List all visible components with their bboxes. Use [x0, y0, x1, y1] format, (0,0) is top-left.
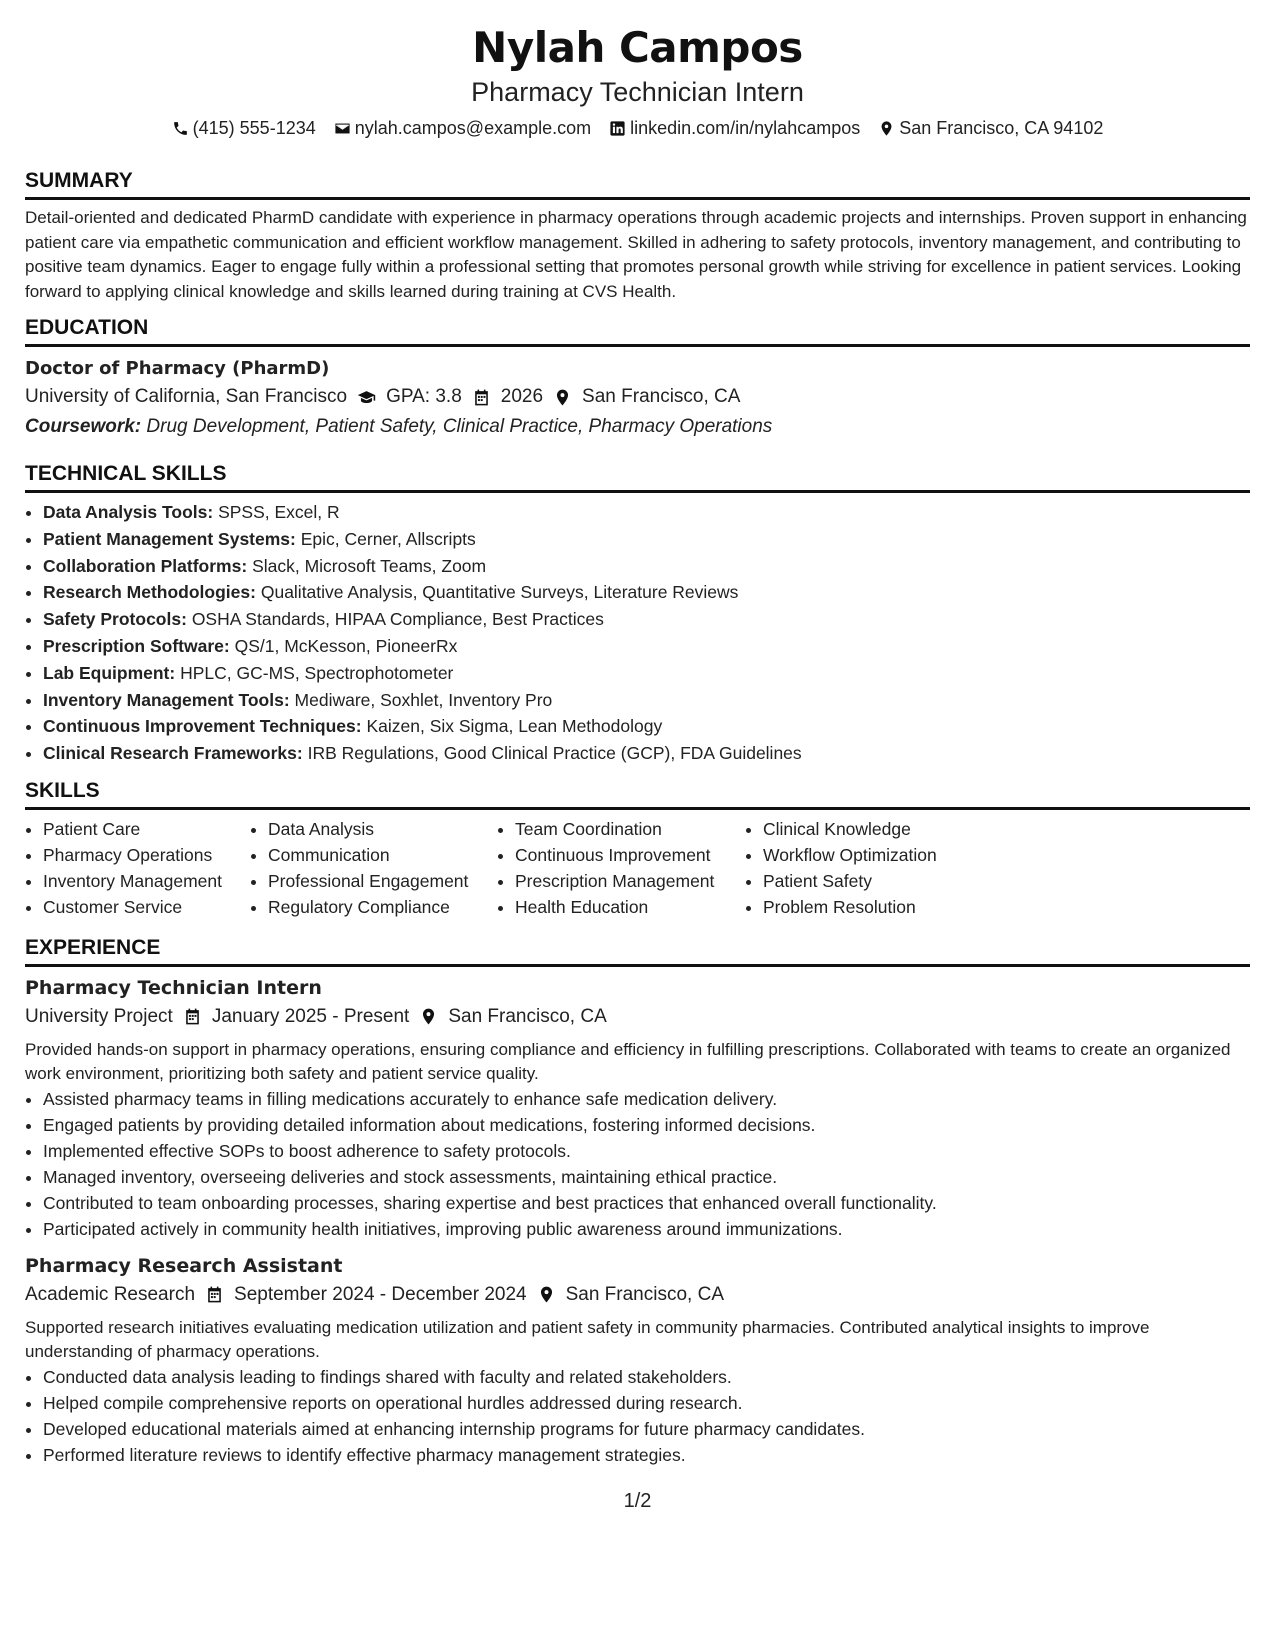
skill-value: Epic, Cerner, Allscripts: [300, 528, 476, 549]
skill-label: Safety Protocols:: [43, 609, 187, 630]
education-coursework: [25, 412, 1250, 442]
list-item: • Prescription Management: [515, 868, 745, 894]
list-item: • Managed inventory, overseeing deliveries and stock assessments, maintaining ethical practice.: [43, 1164, 1250, 1190]
job-dates: January 2025 - Present: [211, 1005, 410, 1027]
list-item: • Helped compile comprehensive reports on operational hurdles addressed during research.: [43, 1390, 1250, 1416]
skill-value: Mediware, Soxhlet, Inventory Pro: [294, 689, 553, 710]
list-item: • Customer Service: [43, 894, 250, 920]
skills-column-2: [250, 816, 497, 920]
summary-heading: SUMMARY: [25, 168, 1250, 200]
list-item: • Problem Resolution: [763, 894, 993, 920]
page-number: 1/2: [623, 1490, 652, 1512]
job-org: Academic Research: [25, 1283, 196, 1305]
summary-text: Detail-oriented and dedicated PharmD candidate with experience in pharmacy operations through academic projects and internships. Proven support in enhancing patient care via empathetic communication and efficient workflow management. Skilled in adhering to safety protocols, inventory management, and contributing to positive team dynamics. Eager to engage fully within a professional setting that promotes personal growth while striving for excellence in patient services. Looking forward to applying clinical knowledge and skills learned during training at CVS Health.: [25, 208, 1247, 301]
candidate-name: Nylah Campos: [472, 23, 803, 72]
job-bullets: [25, 1364, 1250, 1468]
list-item: • Implemented effective SOPs to boost adherence to safety protocols.: [43, 1138, 1250, 1164]
experience-entry: [25, 1252, 1250, 1468]
job-location: San Francisco, CA: [448, 1005, 607, 1027]
education-year: 2026: [500, 386, 544, 407]
contact-linkedin-text: linkedin.com/in/nylahcampos: [630, 118, 861, 138]
coursework-label: Coursework:: [25, 416, 142, 437]
skills-section: [25, 778, 1250, 920]
job-description: Provided hands-on support in pharmacy operations, ensuring compliance and efficiency in fulfilling prescriptions. Collaborated with teams to create an organized work environment, prioritizing both safety and patient service quality.: [25, 1039, 1231, 1083]
skill-label: Data Analysis Tools:: [43, 502, 214, 522]
list-item: • Participated actively in community health initiatives, improving public awareness around immunizations.: [43, 1216, 1250, 1242]
list-item: • Pharmacy Operations: [43, 842, 250, 868]
education-heading: EDUCATION: [25, 315, 1250, 347]
linkedin-icon: [609, 120, 626, 137]
skill-label: Continuous Improvement Techniques:: [43, 716, 362, 737]
resume-page: [25, 0, 1250, 1468]
list-item: • Clinical Knowledge: [763, 816, 993, 842]
list-item: • Data Analysis: [268, 816, 497, 842]
job-description: Supported research initiatives evaluating medication utilization and patient safety in community pharmacies. Contributed analytical insights to improve understanding of pharmacy operations.: [25, 1317, 1150, 1361]
job-title: Pharmacy Technician Intern: [25, 976, 322, 999]
graduation-cap-icon: [357, 388, 376, 407]
list-item: • Engaged patients by providing detailed information about medications, fostering informed decisions.: [43, 1112, 1250, 1138]
list-item: • Communication: [268, 842, 497, 868]
list-item: • Performed literature reviews to identify effective pharmacy management strategies.: [43, 1442, 1250, 1468]
calendar-icon: [472, 388, 491, 407]
education-location: San Francisco, CA: [582, 386, 741, 407]
candidate-title: Pharmacy Technician Intern: [471, 77, 804, 107]
contact-location-text: San Francisco, CA 94102: [899, 118, 1104, 138]
skill-value: Kaizen, Six Sigma, Lean Methodology: [366, 716, 663, 737]
map-pin-icon: [537, 1285, 556, 1304]
job-location: San Francisco, CA: [565, 1283, 724, 1305]
list-item: • Conducted data analysis leading to findings shared with faculty and related stakeholders.: [43, 1364, 1250, 1390]
skill-label: Clinical Research Frameworks:: [43, 743, 303, 764]
list-item: [43, 713, 1250, 740]
technical-skills-heading: TECHNICAL SKILLS: [25, 461, 1250, 493]
skills-column-1: [25, 816, 250, 920]
technical-skills-section: [25, 461, 1250, 767]
calendar-icon: [183, 1007, 202, 1026]
job-dates: September 2024 - December 2024: [234, 1283, 527, 1305]
job-title: Pharmacy Research Assistant: [25, 1254, 343, 1277]
skill-value: SPSS, Excel, R: [218, 502, 340, 522]
job-org: University Project: [25, 1005, 173, 1027]
skills-column-3: [497, 816, 745, 920]
skill-value: HPLC, GC-MS, Spectrophotometer: [180, 662, 454, 683]
contact-email-text: nylah.campos@example.com: [354, 118, 592, 138]
summary-section: [25, 168, 1250, 304]
job-meta: [25, 1002, 1250, 1032]
list-item: • Assisted pharmacy teams in filling medications accurately to enhance safe medication delivery.: [43, 1086, 1250, 1112]
skill-label: Collaboration Platforms:: [43, 555, 248, 576]
skill-value: OSHA Standards, HIPAA Compliance, Best Practices: [191, 609, 604, 630]
experience-heading: EXPERIENCE: [25, 935, 1250, 967]
list-item: • Workflow Optimization: [763, 842, 993, 868]
skill-label: Prescription Software:: [43, 635, 230, 656]
contact-phone-text: (415) 555-1234: [192, 118, 316, 138]
list-item: • Health Education: [515, 894, 745, 920]
job-meta: [25, 1280, 1250, 1310]
list-item: [43, 660, 1250, 687]
skills-heading: SKILLS: [25, 778, 1250, 810]
experience-entry: [25, 974, 1250, 1242]
coursework-list: Drug Development, Patient Safety, Clinical Practice, Pharmacy Operations: [146, 416, 773, 437]
skill-value: Slack, Microsoft Teams, Zoom: [252, 555, 487, 576]
list-item: • Developed educational materials aimed at enhancing internship programs for future pharmacy candidates.: [43, 1416, 1250, 1442]
list-item: • Patient Care: [43, 816, 250, 842]
skill-label: Patient Management Systems:: [43, 528, 296, 549]
map-pin-icon: [553, 388, 572, 407]
phone-icon: [172, 120, 189, 137]
resume-header: [25, 0, 1250, 140]
envelope-icon: [334, 120, 351, 137]
list-item: [43, 633, 1250, 660]
list-item: • Patient Safety: [763, 868, 993, 894]
job-bullets: [25, 1086, 1250, 1242]
list-item: [43, 606, 1250, 633]
list-item: [43, 553, 1250, 580]
skill-label: Lab Equipment:: [43, 662, 176, 683]
skills-column-4: [745, 816, 993, 920]
technical-skills-list: [25, 499, 1250, 767]
list-item: [43, 526, 1250, 553]
list-item: [43, 740, 1250, 767]
education-meta: [25, 382, 1250, 412]
list-item: [43, 499, 1250, 526]
contact-location: [878, 116, 1103, 140]
education-degree: Doctor of Pharmacy (PharmD): [25, 358, 330, 379]
list-item: • Team Coordination: [515, 816, 745, 842]
map-pin-icon: [878, 120, 895, 137]
calendar-icon: [205, 1285, 224, 1304]
education-section: [25, 315, 1250, 442]
skill-label: Inventory Management Tools:: [43, 689, 290, 710]
contact-linkedin[interactable]: [609, 116, 860, 140]
list-item: • Regulatory Compliance: [268, 894, 497, 920]
list-item: • Continuous Improvement: [515, 842, 745, 868]
skills-grid: [25, 816, 1250, 920]
map-pin-icon: [419, 1007, 438, 1026]
list-item: • Inventory Management: [43, 868, 250, 894]
list-item: [43, 687, 1250, 714]
list-item: [43, 579, 1250, 606]
skill-value: Qualitative Analysis, Quantitative Surveys, Literature Reviews: [260, 582, 739, 603]
education-gpa: GPA: 3.8: [386, 386, 462, 407]
education-school: University of California, San Francisco: [25, 386, 348, 407]
contact-phone[interactable]: [172, 116, 316, 140]
experience-section: [25, 935, 1250, 1468]
list-item: • Contributed to team onboarding processes, sharing expertise and best practices that enhanced overall functionality.: [43, 1190, 1250, 1216]
skill-value: IRB Regulations, Good Clinical Practice (GCP), FDA Guidelines: [307, 743, 802, 764]
skill-label: Research Methodologies:: [43, 582, 256, 603]
contact-email[interactable]: [334, 116, 591, 140]
list-item: • Professional Engagement: [268, 868, 497, 894]
contact-bar: [25, 116, 1250, 140]
skill-value: QS/1, McKesson, PioneerRx: [234, 635, 458, 656]
